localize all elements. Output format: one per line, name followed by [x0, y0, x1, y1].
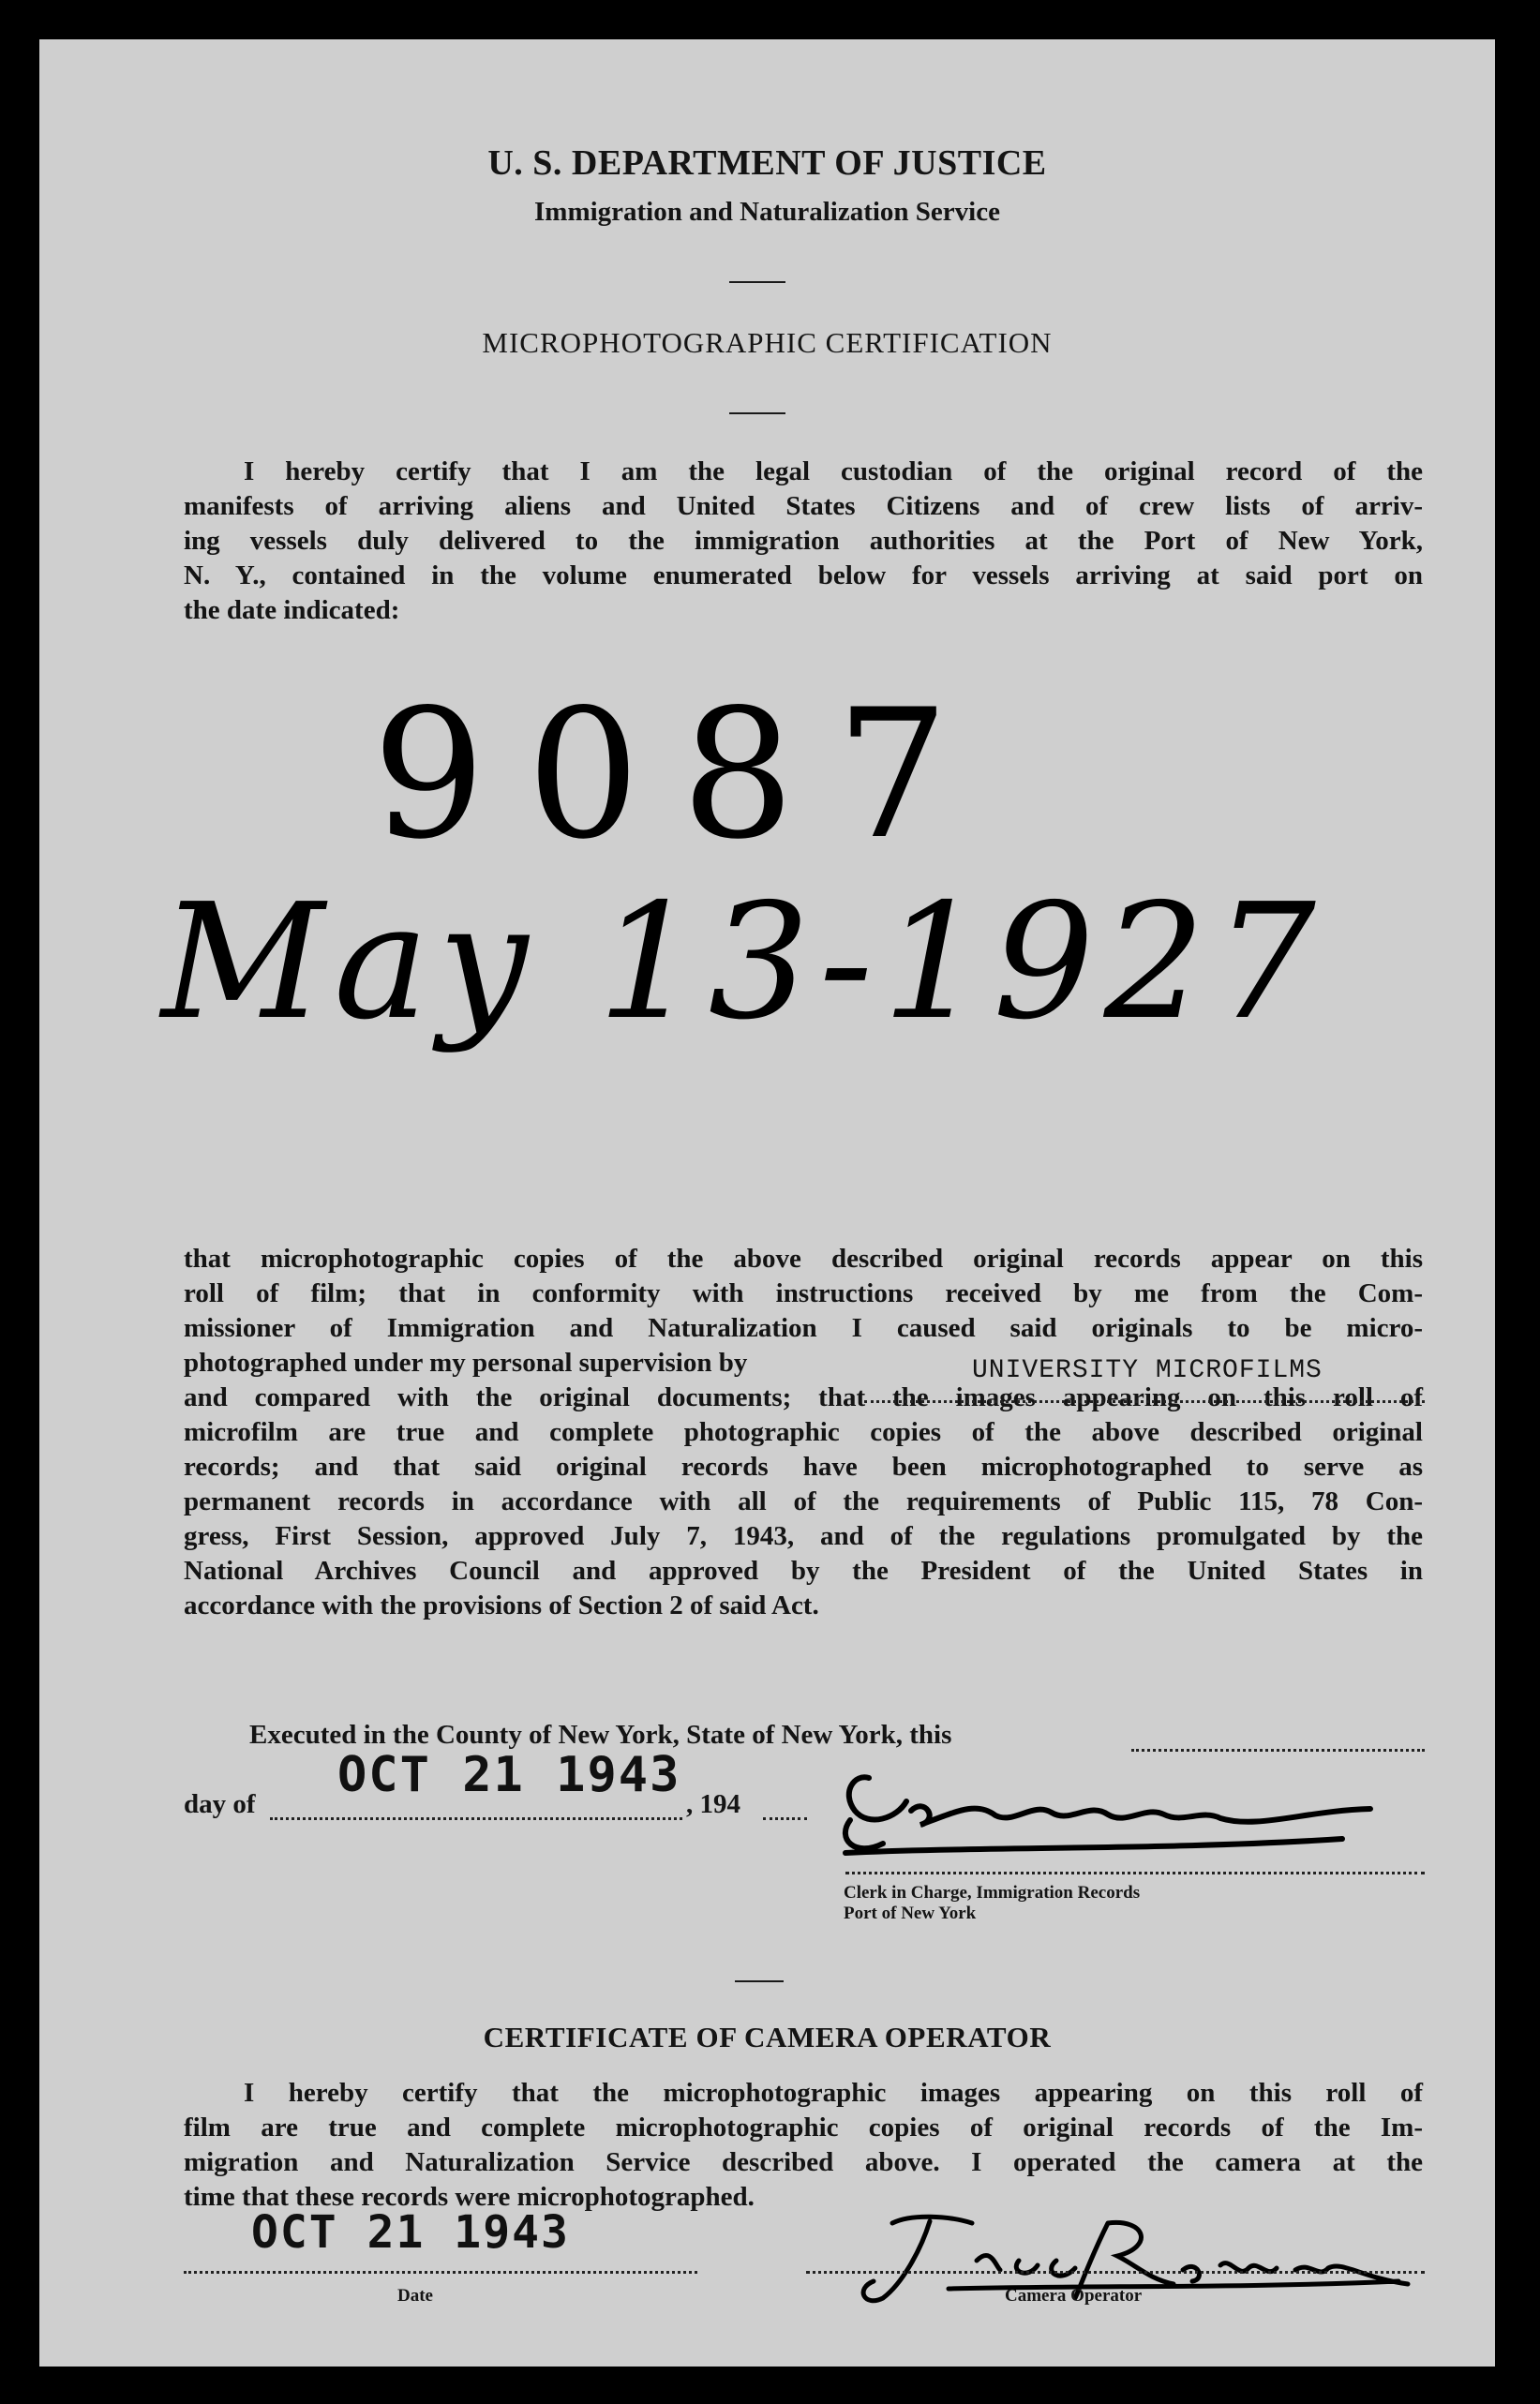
body-line: permanent records in accordance with all of the requirements of Public 115, 78 Con- — [184, 1486, 1423, 1516]
intro-line: manifests of arriving aliens and United States Citizens and of crew lists of arriv- — [184, 491, 1423, 521]
intro-line: the date indicated: — [184, 595, 400, 625]
body-line: accordance with the provisions of Section 2 of said Act. — [184, 1590, 819, 1620]
body-paragraph — [184, 1242, 1423, 1623]
body-line: that microphotographic copies of the above described original records appear on this — [184, 1244, 1423, 1274]
clerk-signature — [817, 1745, 1380, 1886]
date-signature-line — [184, 2271, 697, 2274]
header-divider — [729, 281, 785, 283]
executed-text: Executed in the County of New York, State of New York, this — [249, 1720, 952, 1750]
body-line: gress, First Session, approved July 7, 1943, and of the regulations promulgated by the — [184, 1521, 1423, 1551]
camera-certificate-title: CERTIFICATE OF CAMERA OPERATOR — [483, 2021, 1052, 2053]
operator-signature-line — [806, 2271, 1425, 2274]
camera-operator-label: Camera Operator — [1005, 2286, 1143, 2306]
handwritten-volume-number: 9087 — [372, 671, 991, 878]
handwritten-record-date: May 13-1927 — [161, 870, 1325, 1055]
supervision-dotted-line — [864, 1400, 1425, 1403]
camera-date-stamp: OCT 21 1943 — [251, 2206, 570, 2259]
camera-line: time that these records were microphotographed. — [184, 2182, 755, 2212]
clerk-signature-line — [845, 1872, 1425, 1874]
clerk-title-line-2: Port of New York — [844, 1904, 977, 1923]
day-of-label: day of — [184, 1789, 256, 1819]
intro-line: I hereby certify that I am the legal custodian of the original record of the — [244, 456, 1423, 486]
year-dotted-line — [763, 1817, 807, 1820]
clerk-title-line-1: Clerk in Charge, Immigration Records — [844, 1883, 1141, 1903]
intro-line: ing vessels duly delivered to the immigration authorities at the Port of New York, — [184, 526, 1423, 556]
intro-paragraph — [184, 455, 1423, 628]
camera-divider — [735, 1980, 784, 1982]
body-line: and compared with the original documents; that the images appearing on this roll of — [184, 1382, 1423, 1412]
body-line: missioner of Immigration and Naturalization I caused said originals to be micro- — [184, 1313, 1423, 1343]
title-divider — [729, 412, 785, 414]
department-heading: U. S. DEPARTMENT OF JUSTICE — [487, 143, 1047, 183]
form-title: MICROPHOTOGRAPHIC CERTIFICATION — [482, 326, 1053, 359]
typed-company-name: UNIVERSITY MICROFILMS — [972, 1356, 1323, 1385]
body-line: roll of film; that in conformity with instructions received by me from the Com- — [184, 1278, 1423, 1308]
camera-line: film are true and complete microphotographic copies of original records of the Im- — [184, 2113, 1423, 2143]
date-label: Date — [397, 2286, 433, 2306]
certificate-page — [39, 39, 1495, 2367]
day-of-dotted-line — [270, 1817, 682, 1820]
supervision-text: photographed under my personal supervision by — [184, 1348, 748, 1378]
camera-line: I hereby certify that the microphotographic images appearing on this roll of — [244, 2078, 1423, 2108]
oct-date-stamp: OCT 21 1943 — [337, 1747, 681, 1803]
body-line: microfilm are true and complete photographic copies of the above described original — [184, 1417, 1423, 1447]
service-subheading: Immigration and Naturalization Service — [534, 197, 1000, 227]
camera-paragraph — [184, 2076, 1423, 2215]
year-prefix: , 194 — [686, 1789, 740, 1819]
camera-line: migration and Naturalization Service described above. I operated the camera at the — [184, 2147, 1423, 2177]
body-line: National Archives Council and approved by the President of the United States in — [184, 1556, 1423, 1586]
body-line: records; and that said original records have been microphotographed to serve as — [184, 1452, 1423, 1482]
intro-line: N. Y., contained in the volume enumerated below for vessels arriving at said port on — [184, 560, 1423, 590]
